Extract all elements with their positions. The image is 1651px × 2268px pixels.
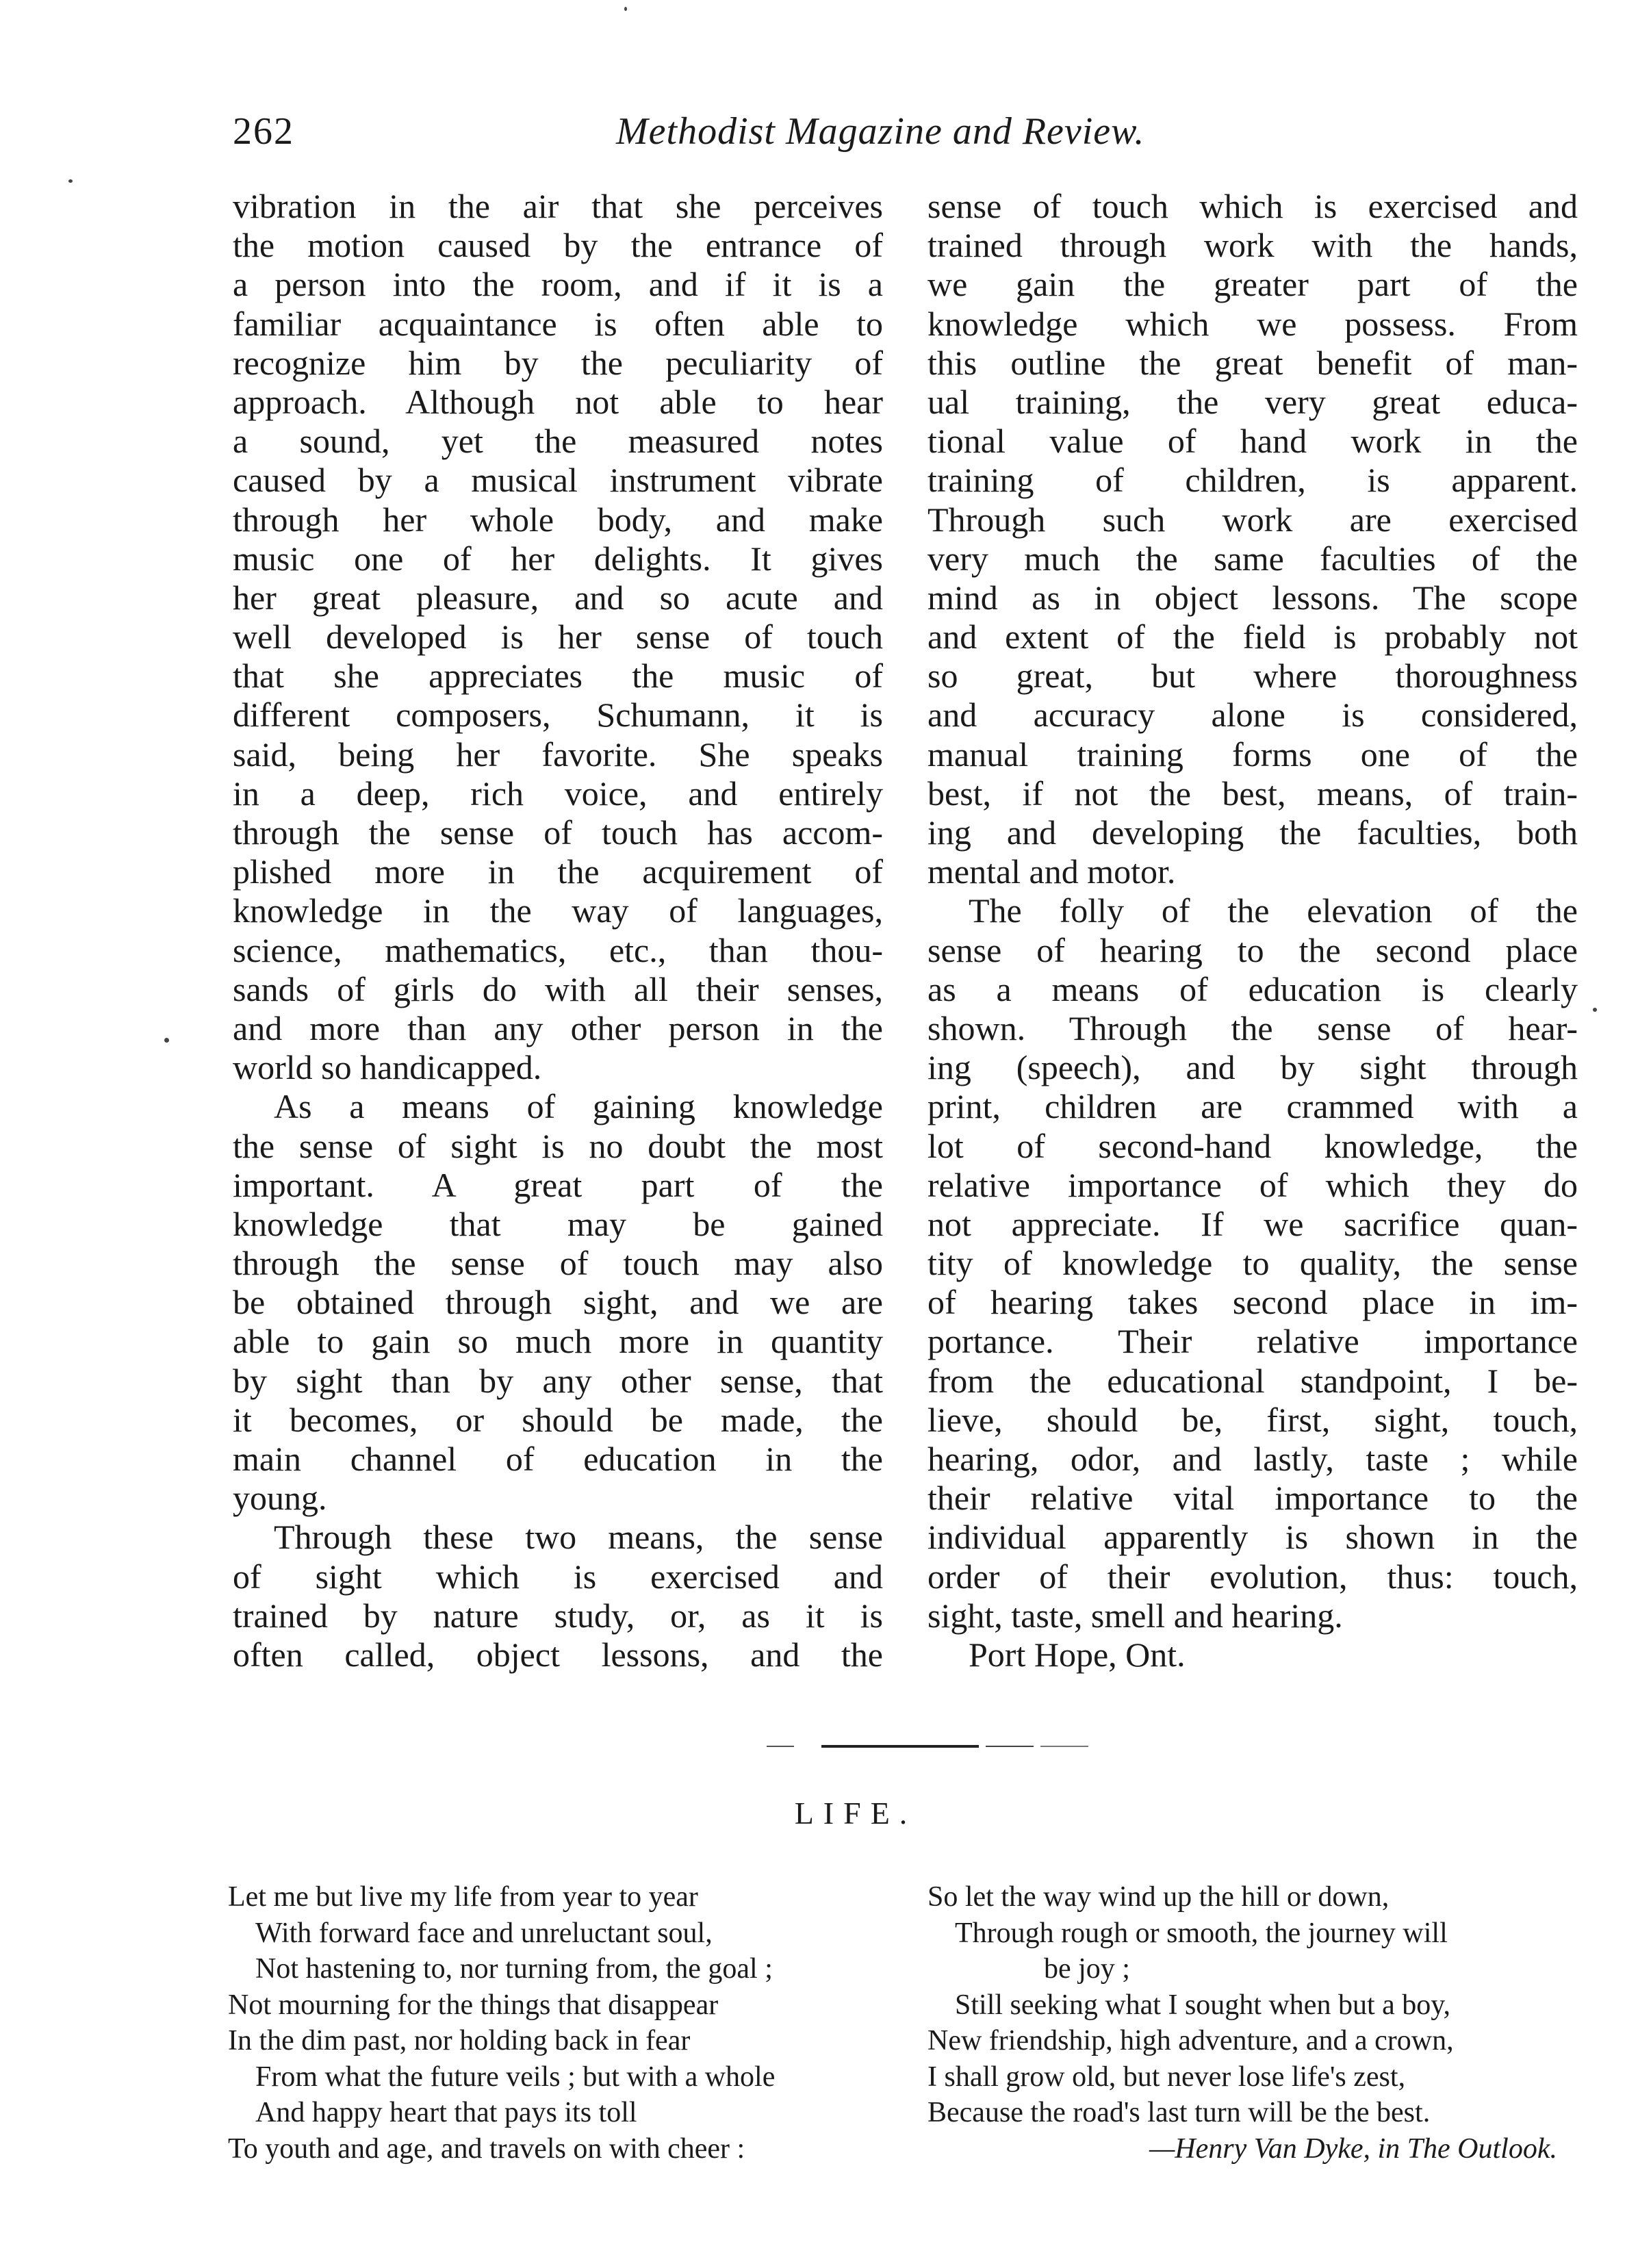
text-line: it becomes, or should be made, the (233, 1400, 883, 1439)
text-line: and accuracy alone is considered, (927, 696, 1578, 735)
print-speck (1593, 1008, 1597, 1012)
text-line: hearing, odor, and lastly, taste ; while (927, 1440, 1578, 1478)
print-speck (164, 1038, 169, 1043)
text-line: approach. Although not able to hear (233, 382, 883, 421)
text-line: through the sense of touch has accom- (233, 813, 883, 852)
text-line: mental and motor. (927, 852, 1176, 891)
text-line: trained by nature study, or, as it is (233, 1596, 883, 1635)
text-line: vibration in the air that she perceives (233, 187, 883, 225)
text-line: best, if not the best, means, of train- (927, 774, 1578, 813)
text-line: recognize him by the peculiarity of (233, 343, 883, 382)
text-line: in a deep, rich voice, and entirely (233, 774, 883, 813)
text-line: training of children, is apparent. (927, 461, 1578, 500)
text-line: world so handicapped. (233, 1048, 542, 1087)
text-line: ing (speech), and by sight through (927, 1048, 1578, 1087)
poem-line: Not mourning for the things that disappear (228, 1989, 719, 2021)
poem-left-stanza (228, 1879, 878, 2167)
poem-line: Through rough or smooth, the journey will (955, 1917, 1448, 1949)
text-line: through the sense of touch may also (233, 1244, 883, 1283)
text-line: their relative vital importance to the (927, 1479, 1578, 1518)
text-line: Through such work are exercised (927, 500, 1578, 539)
text-line: and extent of the field is probably not (927, 617, 1578, 657)
text-line: said, being her favorite. She speaks (233, 735, 883, 774)
poem-line: And happy heart that pays its toll (255, 2097, 637, 2128)
text-line: by sight than by any other sense, that (233, 1361, 883, 1400)
text-line: the sense of sight is no doubt the most (233, 1126, 883, 1165)
text-line: music one of her delights. It gives (233, 539, 883, 578)
text-line: familiar acquaintance is often able to (233, 304, 883, 343)
text-line: lot of second-hand knowledge, the (927, 1126, 1578, 1165)
poem-title: LIFE. (794, 1796, 917, 1831)
text-line: a sound, yet the measured notes (233, 422, 883, 461)
poem-line: So let the way wind up the hill or down, (927, 1881, 1390, 1913)
poem-line: Not hastening to, nor turning from, the goal ; (255, 1953, 773, 1985)
text-line: shown. Through the sense of hear- (927, 1008, 1578, 1047)
text-line: main channel of education in the (233, 1440, 883, 1478)
text-line: knowledge which we possess. From (927, 304, 1578, 343)
poem-line: be joy ; (1044, 1953, 1130, 1985)
right-text-column (927, 187, 1578, 1674)
poem-line: Because the road's last turn will be the best. (927, 2097, 1431, 2128)
text-line: tional value of hand work in the (927, 422, 1578, 461)
text-line: relative importance of which they do (927, 1165, 1578, 1204)
text-line: a person into the room, and if it is a (233, 265, 883, 304)
text-line: sense of hearing to the second place (927, 930, 1578, 969)
text-line: we gain the greater part of the (927, 265, 1578, 304)
paragraph-start-line: As a means of gaining knowledge (274, 1087, 883, 1126)
text-line: sense of touch which is exercised and (927, 187, 1578, 225)
text-line: her great pleasure, and so acute and (233, 578, 883, 617)
text-line: young. (233, 1479, 327, 1518)
left-text-column (233, 187, 883, 1674)
poem-line: I shall grow old, but never lose life's zest, (927, 2061, 1406, 2093)
text-line: the motion caused by the entrance of (233, 226, 883, 265)
text-line: tity of knowledge to quality, the sense (927, 1244, 1578, 1283)
text-line: be obtained through sight, and we are (233, 1283, 883, 1322)
poem-line: From what the future veils ; but with a whole (255, 2061, 776, 2093)
text-line: from the educational standpoint, I be- (927, 1361, 1578, 1400)
poem-line: New friendship, high adventure, and a crown, (927, 2025, 1454, 2056)
page-number: 262 (233, 110, 294, 153)
print-speck (68, 179, 73, 183)
text-line: print, children are crammed with a (927, 1087, 1578, 1126)
section-divider (767, 1745, 1095, 1748)
poem-line: To youth and age, and travels on with cheer : (228, 2132, 745, 2165)
text-line: sands of girls do with all their senses, (233, 969, 883, 1008)
poem-line: With forward face and unreluctant soul, (255, 1917, 713, 1949)
paragraph-start-line: The folly of the elevation of the (969, 891, 1578, 930)
text-line: able to gain so much more in quantity (233, 1322, 883, 1361)
text-line: often called, object lessons, and the (233, 1635, 883, 1674)
poem-attribution: —Henry Van Dyke, in The Outlook. (1149, 2132, 1557, 2165)
poem-line: Let me but live my life from year to year (228, 1881, 698, 1913)
text-line: through her whole body, and make (233, 500, 883, 539)
text-line: knowledge that may be gained (233, 1204, 883, 1243)
paragraph-start-line: Through these two means, the sense (274, 1518, 883, 1557)
text-line: manual training forms one of the (927, 735, 1578, 774)
text-line: that she appreciates the music of (233, 657, 883, 696)
text-line: portance. Their relative importance (927, 1322, 1578, 1361)
text-line: ing and developing the faculties, both (927, 813, 1578, 852)
text-line: and more than any other person in the (233, 1008, 883, 1047)
text-line: lieve, should be, first, sight, touch, (927, 1400, 1578, 1439)
text-line: not appreciate. If we sacrifice quan- (927, 1204, 1578, 1243)
text-line: trained through work with the hands, (927, 226, 1578, 265)
running-head (233, 110, 1499, 164)
text-line: caused by a musical instrument vibrate (233, 461, 883, 500)
text-line: important. A great part of the (233, 1165, 883, 1204)
print-speck (624, 7, 627, 11)
text-line: science, mathematics, etc., than thou- (233, 930, 883, 969)
text-line: very much the same faculties of the (927, 539, 1578, 578)
text-line: plished more in the acquirement of (233, 852, 883, 891)
text-line: ual training, the very great educa- (927, 382, 1578, 421)
text-line: this outline the great benefit of man- (927, 343, 1578, 382)
text-line: so great, but where thoroughness (927, 657, 1578, 696)
text-line: mind as in object lessons. The scope (927, 578, 1578, 617)
text-line: as a means of education is clearly (927, 969, 1578, 1008)
text-line: knowledge in the way of languages, (233, 891, 883, 930)
poem-right-stanza (927, 1879, 1557, 2167)
text-line: sight, taste, smell and hearing. (927, 1596, 1343, 1635)
dateline: Port Hope, Ont. (969, 1635, 1186, 1674)
text-line: individual apparently is shown in the (927, 1518, 1578, 1557)
poem-line: Still seeking what I sought when but a boy, (955, 1989, 1451, 2021)
text-line: of hearing takes second place in im- (927, 1283, 1578, 1322)
text-line: order of their evolution, thus: touch, (927, 1557, 1578, 1596)
text-line: well developed is her sense of touch (233, 617, 883, 657)
journal-title: Methodist Magazine and Review. (616, 110, 1145, 153)
text-line: of sight which is exercised and (233, 1557, 883, 1596)
text-line: different composers, Schumann, it is (233, 696, 883, 735)
poem-line: In the dim past, nor holding back in fear (228, 2025, 691, 2056)
